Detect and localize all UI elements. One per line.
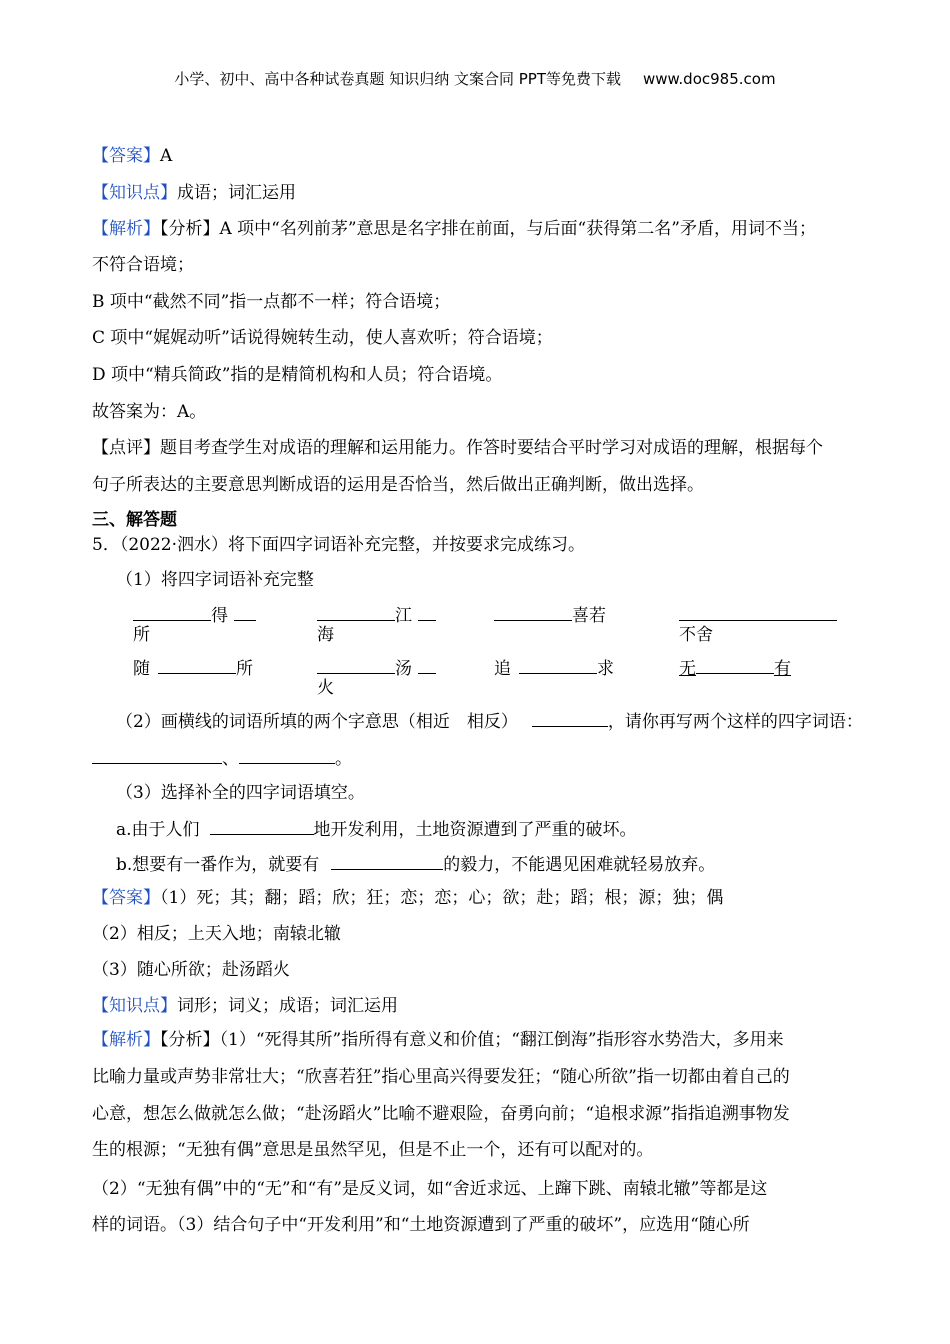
blank[interactable]: [133, 605, 211, 621]
idiom-1: 得: [133, 605, 256, 626]
blank[interactable]: [158, 658, 236, 674]
blank[interactable]: [210, 819, 314, 835]
q5-analysis-line-4: 生的根源；“无独有偶”意思是虽然罕见，但是不止一个，还有可以配对的。: [92, 1140, 654, 1160]
q5-answer-3: （3）随心所欲；赴汤蹈火: [92, 960, 290, 980]
q4-analysis-line-1: 【解析】【分析】A 项中“名列前茅”意思是名字排在前面，与后面“获得第二名”矛盾，用词不当；: [92, 219, 816, 239]
q5-analysis-line-3: 心意，想怎么做就怎么做；“赴汤蹈火”比喻不避艰险，奋勇向前；“追根求源”指指追溯事物发: [92, 1104, 790, 1124]
blank[interactable]: [317, 605, 395, 621]
answer-tag: 【答案】: [92, 888, 160, 908]
blank[interactable]: [92, 748, 222, 764]
q4-review-line-1: 【点评】题目考查学生对成语的理解和运用能力。作答时要结合平时学习对成语的理解，根据每个: [92, 438, 823, 458]
q5-part2-blanks: 、 。: [92, 748, 352, 769]
analysis-tag: 【解析】: [92, 1030, 160, 1050]
header-site-link[interactable]: www.doc985.com: [642, 70, 776, 88]
idiom-2: 江: [317, 605, 436, 626]
q4-conclusion: 故答案为：A。: [92, 402, 207, 422]
q5-part3-a: a.由于人们 地开发利用，土地资源遭到了严重的破坏。: [116, 820, 637, 840]
q5-answer-2: （2）相反；上天入地；南辕北辙: [92, 924, 341, 944]
q5-part3: （3）选择补全的四字词语填空。: [116, 783, 365, 803]
page-header: [0, 68, 950, 89]
idiom-3: 喜若: [494, 605, 606, 626]
q5-part1: （1）将四字词语补充完整: [116, 570, 314, 590]
q4-option-b: B 项中“截然不同”指一点都不一样；符合语境；: [92, 292, 451, 312]
q4-knowledge-point: 【知识点】成语；词汇运用: [92, 183, 296, 203]
q5-part3-b: b.想要有一番作为，就要有 的毅力，不能遇见困难就轻易放弃。: [116, 855, 716, 875]
idiom-4: [679, 605, 837, 626]
q4-option-c: C 项中“娓娓动听”话说得婉转生动，使人喜欢听；符合语境；: [92, 328, 553, 348]
q5-part2: （2）画横线的词语所填的两个字意思（相近 相反） ，请你再写两个这样的四字词语：: [116, 712, 863, 732]
knowledge-tag: 【知识点】: [92, 996, 177, 1016]
q5-analysis-line-6: 样的词语。（3）结合句子中“开发利用”和“土地资源遭到了严重的破坏”，应选用“随心所: [92, 1215, 750, 1235]
q5-analysis-line-1: 【解析】【分析】（1）“死得其所”指所得有意义和价值；“翻江倒海”指形容水势浩大，多用来: [92, 1030, 784, 1050]
blank[interactable]: [494, 605, 572, 621]
analysis-tag: 【解析】: [92, 219, 160, 239]
blank[interactable]: [696, 658, 774, 674]
knowledge-tag: 【知识点】: [92, 183, 177, 203]
q4-option-d: D 项中“精兵简政”指的是精简机构和人员；符合语境。: [92, 365, 503, 385]
blank[interactable]: [679, 605, 837, 621]
q5-analysis-line-5: （2）“无独有偶”中的“无”和“有”是反义词，如“舍近求远、上蹿下跳、南辕北辙”等都是这: [92, 1179, 768, 1199]
idiom-6: 汤: [317, 658, 436, 679]
idiom-1-wrap: 所: [133, 625, 150, 645]
q5-answer-1: 【答案】（1）死；其；翻；蹈；欣；狂；恋；恋；心；欲；赴；蹈；根；源；独；偶: [92, 888, 724, 908]
idiom-7: 追 求: [494, 659, 614, 679]
q5-stem: 5．（2022·泗水）将下面四字词语补充完整，并按要求完成练习。: [92, 535, 585, 555]
header-text: 小学、初中、高中各种试卷真题 知识归纳 文案合同 PPT等免费下载: [174, 70, 621, 88]
idiom-5: 随 所: [133, 659, 253, 679]
q5-knowledge-point: 【知识点】词形；词义；成语；词汇运用: [92, 996, 398, 1016]
idiom-8: 无 有: [679, 659, 791, 679]
blank[interactable]: [317, 658, 395, 674]
blank[interactable]: [418, 658, 436, 674]
answer-tag: 【答案】: [92, 146, 160, 166]
blank[interactable]: [331, 854, 443, 870]
blank[interactable]: [239, 748, 335, 764]
idiom-4-wrap: 不舍: [679, 625, 713, 645]
blank[interactable]: [532, 711, 608, 727]
q4-analysis-line-2: 不符合语境；: [92, 255, 194, 275]
idiom-2-wrap: 海: [317, 625, 334, 645]
idiom-6-wrap: 火: [317, 678, 334, 698]
q5-analysis-line-2: 比喻力量或声势非常壮大；“欣喜若狂”指心里高兴得要发狂；“随心所欲”指一切都由着自己的: [92, 1067, 790, 1087]
blank[interactable]: [519, 658, 597, 674]
section-title: 三、解答题: [92, 510, 177, 530]
blank[interactable]: [418, 605, 436, 621]
blank[interactable]: [234, 605, 256, 621]
q4-review-line-2: 句子所表达的主要意思判断成语的运用是否恰当，然后做出正确判断，做出选择。: [92, 475, 704, 495]
q4-answer: 【答案】A: [92, 146, 173, 166]
